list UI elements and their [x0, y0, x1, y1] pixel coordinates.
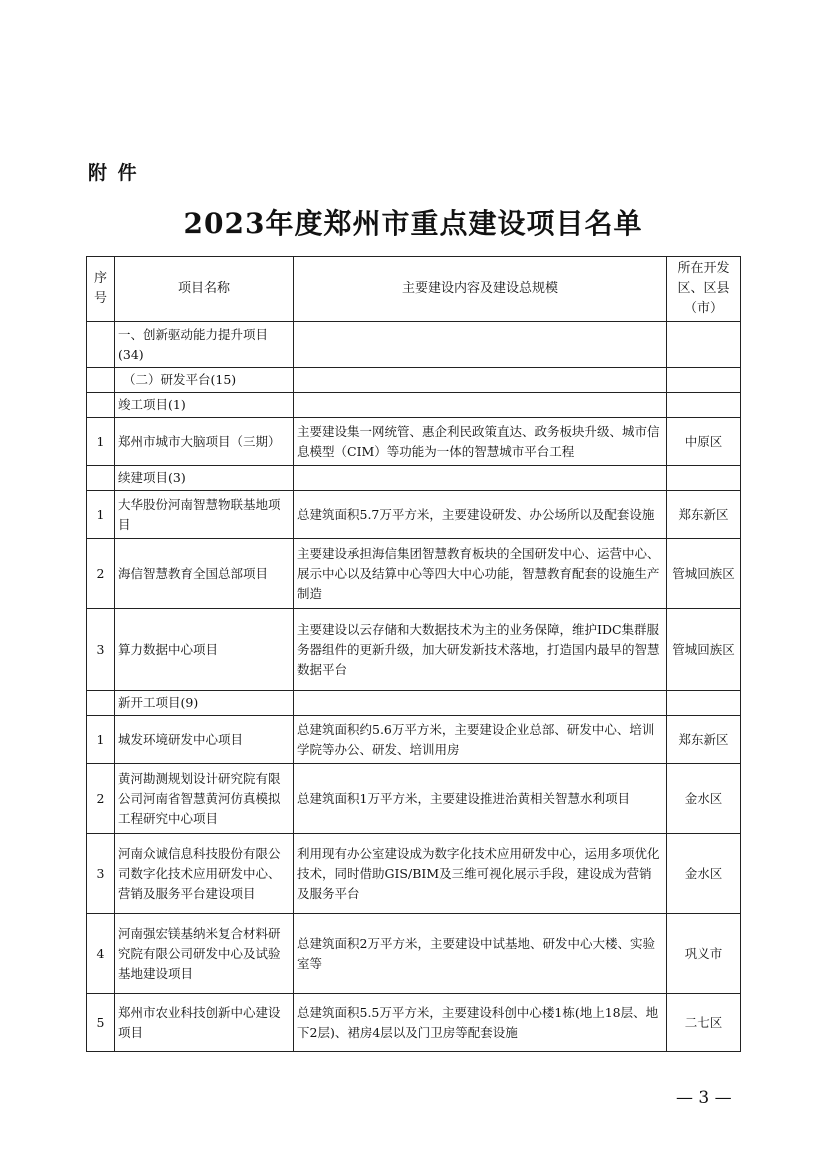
row-no: 2: [87, 539, 115, 609]
row-name: 河南众诚信息科技股份有限公司数字化技术应用研发中心、营销及服务平台建设项目: [115, 834, 294, 914]
document-title: 2023年度郑州市重点建设项目名单: [183, 207, 643, 240]
row-name: 算力数据中心项目: [115, 609, 294, 691]
row-content: 主要建设集一网统管、惠企利民政策直达、政务板块升级、城市信息模型（CIM）等功能为一体的智慧城市平台工程: [294, 418, 667, 466]
table-row: [87, 491, 741, 539]
row-name: 海信智慧教育全国总部项目: [115, 539, 294, 609]
table-row: [87, 539, 741, 609]
table-row: [87, 764, 741, 834]
row-no: 3: [87, 834, 115, 914]
table-row: [87, 716, 741, 764]
row-content: 总建筑面积约5.6万平方米，主要建设企业总部、研发中心、培训学院等办公、研发、培训用房: [294, 716, 667, 764]
row-no: 1: [87, 716, 115, 764]
row-content: 总建筑面积5.7万平方米，主要建设研发、办公场所以及配套设施: [294, 491, 667, 539]
row-name: 黄河勘测规划设计研究院有限公司河南省智慧黄河仿真模拟工程研究中心项目: [115, 764, 294, 834]
row-name: 郑州市农业科技创新中心建设项目: [115, 994, 294, 1052]
table-row: [87, 609, 741, 691]
attachment-label: 附 件: [88, 162, 139, 184]
row-content: 主要建设承担海信集团智慧教育板块的全国研发中心、运营中心、展示中心以及结算中心等四大中心功能，智慧教育配套的设施生产制造: [294, 539, 667, 609]
category-label: 一、创新驱动能力提升项目(34): [115, 322, 294, 368]
project-table: [86, 256, 741, 1052]
header-no: 序号: [87, 257, 115, 322]
table-row: [87, 834, 741, 914]
row-name: 郑州市城市大脑项目（三期）: [115, 418, 294, 466]
group-label-continuing: 续建项目(3): [115, 466, 294, 491]
table-header-row: [87, 257, 741, 322]
row-district: 中原区: [667, 418, 741, 466]
row-no: 1: [87, 491, 115, 539]
row-content: 利用现有办公室建设成为数字化技术应用研发中心，运用多项优化技术，同时借助GIS/BIM及三维可视化展示手段，建设成为营销及服务平台: [294, 834, 667, 914]
row-content: 总建筑面积2万平方米，主要建设中试基地、研发中心大楼、实验室等: [294, 914, 667, 994]
row-district: 郑东新区: [667, 716, 741, 764]
header-content: 主要建设内容及建设总规模: [294, 257, 667, 322]
subcategory-row: [87, 368, 741, 393]
header-district: 所在开发区、区县（市）: [667, 257, 741, 322]
row-no: 5: [87, 994, 115, 1052]
row-no: 2: [87, 764, 115, 834]
group-row: [87, 466, 741, 491]
row-district: 金水区: [667, 834, 741, 914]
group-row: [87, 691, 741, 716]
category-row: [87, 322, 741, 368]
row-district: 金水区: [667, 764, 741, 834]
row-name: 河南强宏镁基纳米复合材料研究院有限公司研发中心及试验基地建设项目: [115, 914, 294, 994]
row-district: 管城回族区: [667, 609, 741, 691]
row-no: 1: [87, 418, 115, 466]
row-district: 管城回族区: [667, 539, 741, 609]
header-name: 项目名称: [115, 257, 294, 322]
row-content: 主要建设以云存储和大数据技术为主的业务保障，维护IDC集群服务器组件的更新升级，加大研发新技术落地，打造国内最早的智慧数据平台: [294, 609, 667, 691]
row-district: 郑东新区: [667, 491, 741, 539]
row-name: 大华股份河南智慧物联基地项目: [115, 491, 294, 539]
table-row: [87, 418, 741, 466]
subcategory-label: （二）研发平台(15): [115, 368, 294, 393]
row-content: 总建筑面积1万平方米，主要建设推进治黄相关智慧水利项目: [294, 764, 667, 834]
row-no: 4: [87, 914, 115, 994]
row-district: 巩义市: [667, 914, 741, 994]
row-content: 总建筑面积5.5万平方米，主要建设科创中心楼1栋(地上18层、地下2层)、裙房4层以及门卫房等配套设施: [294, 994, 667, 1052]
row-district: 二七区: [667, 994, 741, 1052]
table-row: [87, 914, 741, 994]
group-row: [87, 393, 741, 418]
row-no: 3: [87, 609, 115, 691]
page-number: — 3 —: [676, 1088, 732, 1108]
group-label-completed: 竣工项目(1): [115, 393, 294, 418]
table-row: [87, 994, 741, 1052]
group-label-new: 新开工项目(9): [115, 691, 294, 716]
row-name: 城发环境研发中心项目: [115, 716, 294, 764]
